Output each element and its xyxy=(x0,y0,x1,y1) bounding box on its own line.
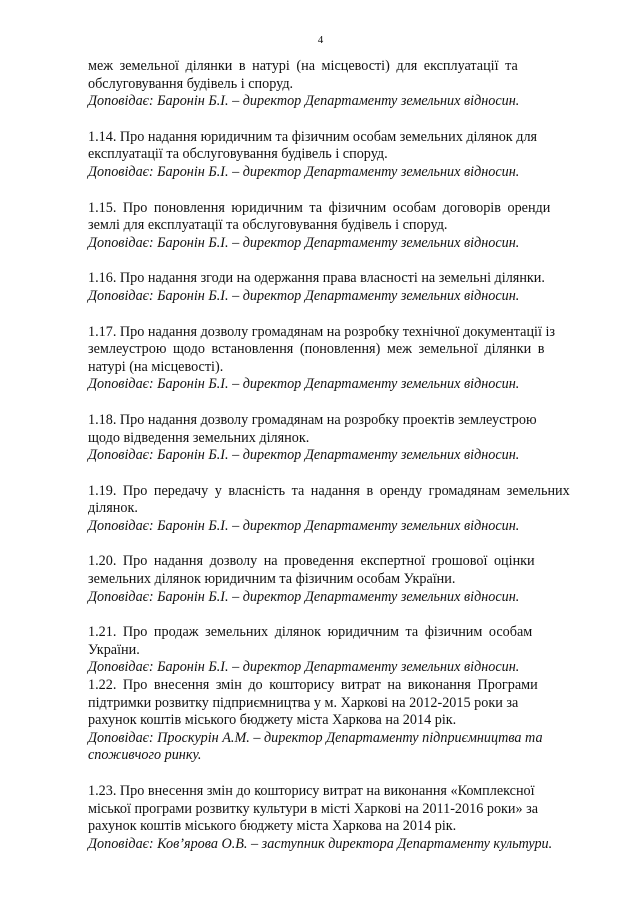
agenda-item-1-14 xyxy=(88,129,585,182)
item-text-line: 1.23. Про внесення змін до кошторису витрат на виконання «Комплексної xyxy=(88,783,535,799)
item-reporter: Доповідає: Баронін Б.І. – директор Департаменту земельних відносин. xyxy=(88,659,520,676)
item-reporter: Доповідає: Баронін Б.І. – директор Департаменту земельних відносин. xyxy=(88,588,520,605)
item-reporter: Доповідає: Проскурін А.М. – директор Департаменту підприємництва та споживчого ринку. xyxy=(88,729,543,764)
item-reporter: Доповідає: Баронін Б.І. – директор Департаменту земельних відносин. xyxy=(88,376,520,393)
page-number: 4 xyxy=(317,34,324,46)
agenda-item-1-18 xyxy=(88,412,585,465)
item-text-line: 1.14. Про надання юридичним та фізичним особам земельних ділянок для xyxy=(88,128,538,145)
spacer xyxy=(88,765,585,783)
spacer xyxy=(88,111,585,129)
agenda-item-1-15 xyxy=(88,200,585,253)
agenda-item-1-19 xyxy=(88,483,585,536)
item-reporter: Доповідає: Баронін Б.І. – директор Департаменту земельних відносин. xyxy=(88,234,520,251)
item-text-line: 1.20. Про надання дозволу на проведення експертної грошової оцінки xyxy=(88,553,535,570)
item-text-line: земельних ділянок юридичним та фізичним особам України. xyxy=(88,571,456,588)
agenda-item-1-17 xyxy=(88,324,585,394)
item-text-line: рахунок коштів міського бюджету міста Харкова на 2014 рік. xyxy=(88,712,457,729)
item-text-line: землеустрою щодо встановлення (поновлення) меж земельної ділянки в xyxy=(88,341,545,358)
item-text-line: натурі (на місцевості). xyxy=(88,358,224,375)
agenda-list xyxy=(88,58,585,853)
item-reporter: Доповідає: Ков’ярова О.В. – заступник директора Департаменту культури. xyxy=(88,835,553,852)
item-text-line: України. xyxy=(88,641,140,658)
item-text-line: 1.21. Про продаж земельних ділянок юридичним та фізичним особам xyxy=(88,624,533,641)
spacer xyxy=(88,182,585,200)
item-text-line: щодо відведення земельних ділянок. xyxy=(88,429,310,446)
item-text-line: підтримки розвитку підприємництва у м. Харкові на 2012-2015 роки за xyxy=(88,694,519,711)
spacer xyxy=(88,465,585,483)
item-text-line: 1.15. Про поновлення юридичним та фізичним особам договорів оренди xyxy=(88,199,551,216)
agenda-item-1-20 xyxy=(88,553,585,606)
item-reporter: Доповідає: Баронін Б.І. – директор Департаменту земельних відносин. xyxy=(88,287,520,304)
item-text-line: експлуатації та обслуговування будівель і споруд. xyxy=(88,146,388,163)
item-reporter: Доповідає: Баронін Б.І. – директор Департаменту земельних відносин. xyxy=(88,447,520,464)
agenda-item-1-22 xyxy=(88,677,585,765)
item-text-line: рахунок коштів міського бюджету міста Харкова на 2014 рік. xyxy=(88,818,457,835)
item-text-line: землі для експлуатації та обслуговування будівель і споруд. xyxy=(88,217,448,234)
item-text-line: 1.17. Про надання дозволу громадянам на розробку технічної документації із xyxy=(88,323,556,340)
item-text-line: 1.22. Про внесення змін до кошторису витрат на виконання Програми xyxy=(88,677,538,694)
item-text-line: обслуговування будівель і споруд. xyxy=(88,75,294,92)
spacer xyxy=(88,606,585,624)
item-reporter: Доповідає: Баронін Б.І. – директор Департаменту земельних відносин. xyxy=(88,163,520,180)
item-text-line: ділянок. xyxy=(88,500,138,517)
item-reporter: Доповідає: Баронін Б.І. – директор Департаменту земельних відносин. xyxy=(88,93,520,110)
agenda-item-1-16 xyxy=(88,270,585,305)
agenda-item-1-21 xyxy=(88,624,585,677)
item-text-line: 1.18. Про надання дозволу громадянам на розробку проектів землеустрою xyxy=(88,411,537,428)
spacer xyxy=(88,306,585,324)
spacer xyxy=(88,394,585,412)
item-text-line: меж земельної ділянки в натурі (на місцевості) для експлуатації та xyxy=(88,58,518,74)
agenda-item-1-23 xyxy=(88,783,585,853)
item-text-line: 1.19. Про передачу у власність та надання в оренду громадянам земельних xyxy=(88,482,570,499)
spacer xyxy=(88,252,585,270)
spacer xyxy=(88,535,585,553)
item-reporter: Доповідає: Баронін Б.І. – директор Департаменту земельних відносин. xyxy=(88,517,520,534)
item-text-line: 1.16. Про надання згоди на одержання права власності на земельні ділянки. xyxy=(88,270,545,287)
agenda-item-1-13-cont xyxy=(88,58,585,111)
item-text-line: міської програми розвитку культури в місті Харкові на 2011-2016 роки» за xyxy=(88,800,539,817)
